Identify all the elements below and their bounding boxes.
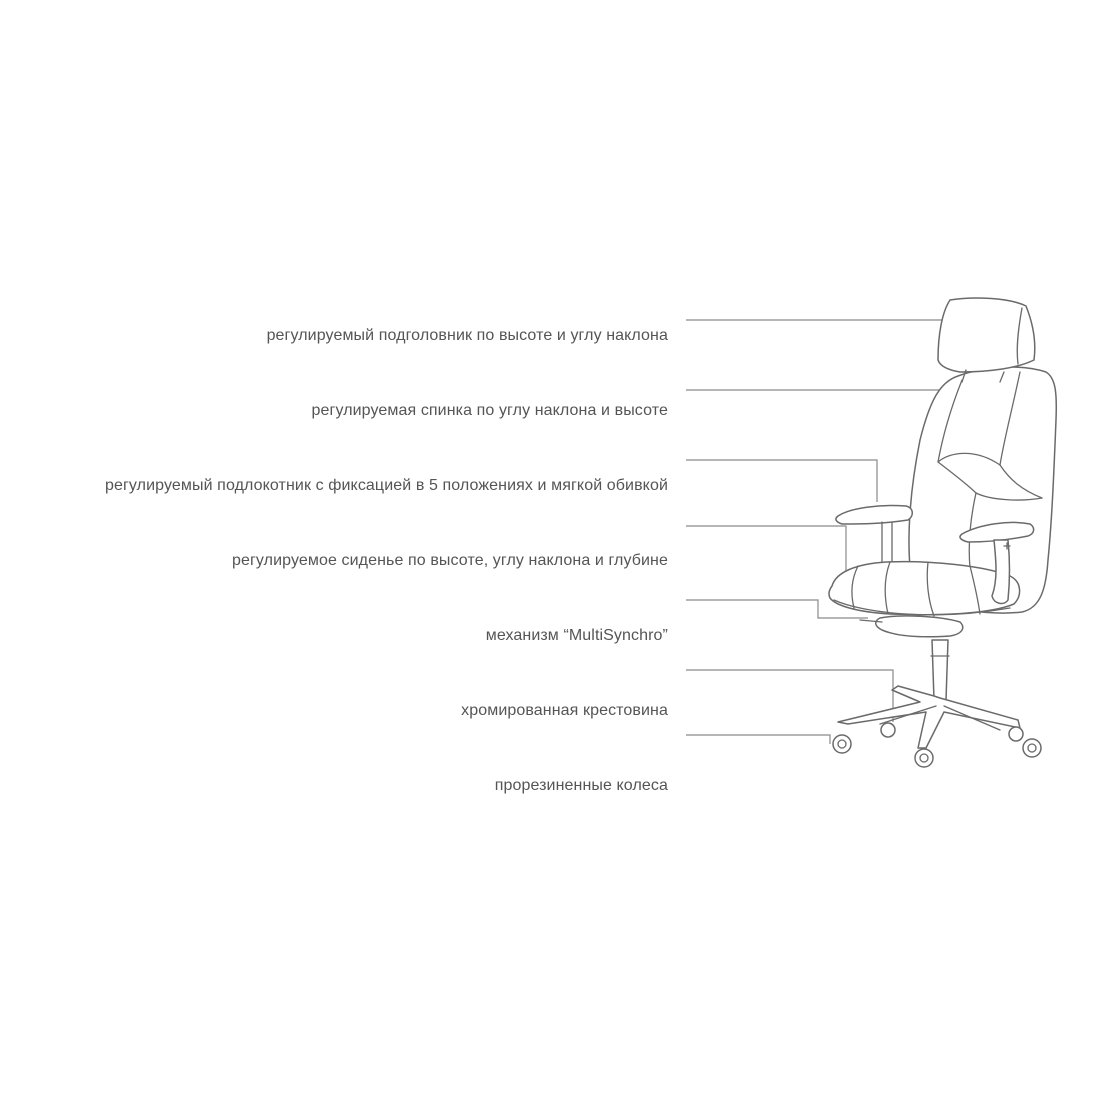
gas-lift [932, 640, 948, 700]
headrest [938, 298, 1035, 372]
caster-wheels [833, 723, 1041, 767]
leader-line-wheels [686, 735, 830, 744]
leader-line-base [686, 670, 893, 722]
headrest-label: регулируемый подголовник по высоте и углу наклона [266, 327, 668, 344]
office-chair-illustration [829, 298, 1056, 767]
caster-back-right [1009, 727, 1023, 741]
five-star-base [838, 686, 1020, 748]
backrest-label: регулируемая спинка по углу наклона и высоте [311, 402, 668, 419]
wheels-label: прорезиненные колеса [494, 777, 668, 794]
caster-back-left [881, 723, 895, 737]
caster-front-right [1023, 739, 1041, 757]
armrest-left-post [882, 522, 892, 566]
caster-front-left [833, 735, 851, 753]
tilt-mechanism [876, 616, 963, 637]
seat-cushion [829, 562, 1020, 615]
base-label: хромированная крестовина [461, 702, 668, 719]
mechanism-label: механизм “MultiSynchro” [485, 627, 668, 644]
armrest-label: регулируемый подлокотник с фиксацией в 5 положениях и мягкой обивкой [105, 477, 668, 494]
leader-line-seat [686, 526, 846, 586]
seat-label: регулируемое сиденье по высоте, углу наклона и глубине [232, 552, 668, 569]
caster-front-center [915, 749, 933, 767]
leader-line-armrest [686, 460, 877, 502]
armrest-left-pad [836, 505, 912, 524]
